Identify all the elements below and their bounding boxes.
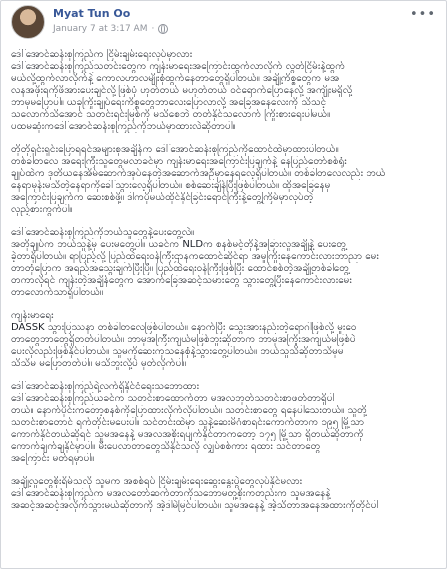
post-text-line: အချို့လူတွေစိုးရိမ်သလို သူမက အစစ်ရပ် ငြိမ်းချမ်းရေးဆွေးနွေးပွဲတွေလုပ်နိုင်မလား xyxy=(11,476,303,487)
post-text-line: DASSK သွားပြဿနာ တစ်ခါတလေဖြစ်ပါတယ်။ နောက်ပြီး သွေးအားနည်းတဲ့ရောဂါဖြစ်လို့ မူးဝေ xyxy=(11,322,357,333)
post-text-line: တစ်ခါတလေ အရေးကြီးသူတွေမလာခင်မှာ ကျန်းမာရေးအကြောင်းပြချက်နဲ့ နေပြည်တော်စစ်ရုံး xyxy=(11,156,347,167)
post-body xyxy=(11,49,433,563)
post-text-line: မယ်လို့ထွက်လာလိုက်နဲ့ ကောလဟာလမျိုးစုံထွက်နေတာတွေရှိပါတယ်။ အချို့ကိစ္စတွေက မအ xyxy=(11,73,340,84)
post-text-line: ဘာမှမပြောပါ။ ယခုကြိုးချုပ်ရေးကိစ္စတွေဘာလေးပြောလာလို့ အခြေအနေလေးကို သိသင့် xyxy=(11,97,327,108)
post-text-line: သတင်းစာတောင် ရက်တိုင်းမပေးပါ။ သင်တင်းထဲမှာ သူနဲ့ဆေးမိဂံစာရင်းကောက်တာက ၁၉၅ မြို့သာ xyxy=(11,417,365,428)
more-dots-icon[interactable]: ••• xyxy=(409,7,436,22)
post-text-line: ဒေါ်အောင်ဆန်းစုကြည်က ငြိမ်းချမ်းရေးလုပ်မှာလား xyxy=(11,49,193,60)
post-paragraph xyxy=(11,227,433,299)
post-text-line: ဒေါ်အောင်ဆန်းစုကြည်သတင်းတွေက ကျန်းမာရေးအကြောင်းထွက်လာလိုက် လွတ်ငြိမ်းနဲ့ထွက် xyxy=(11,61,345,72)
post-text-line: လနအဖိုးရကိုဖိအားပေးချင်လို့ဖြစ်ပုံ ဟုတ်တယ် မဟုတ်တယ် ဝင်ရောက်ပြောနေလို့ အကျိုးမရှိလို့ xyxy=(11,85,353,96)
post-text-line: တိုတိုရှင်းရှင်းပြောရရင်အများစုအချိန်က ဒေါ်အောင်ဆန်းစုကြည်ကိုထောင်ထဲမှာထားပါတယ်။ xyxy=(11,144,339,155)
post-paragraph xyxy=(11,144,433,216)
post-text-line: ဒေါ်အောင်ဆန်းစုကြည်က မအလတော်ဆက်တာကိုသဘောမတူ့စိုးကတည်းက သူမအနေနဲ့ xyxy=(11,488,331,499)
author-name[interactable]: Myat Tun Oo xyxy=(53,7,131,20)
post-text-line: ဒေါ်အောင်ဆန်းစုကြည်ကိုဘယ်သူတွေနဲ့ပေးတွေ့လဲ။ xyxy=(11,227,195,238)
post-text-line: လှည့်စားကွက်ပါ။ xyxy=(11,204,73,215)
post-text-line: နေရာမှန်းမသိတဲ့နေရာကိုခေါ်သွားလေ့ရှိပါတယ်။ စစ်ဆေးချိန်ပြီးဖြစ်ပါတယ်။ ထိုအခြေနေမှ xyxy=(11,180,331,191)
post-text-line: တကာလိုရင် ကျန်းတဲ့အချိန်တွေက အောက်ခြေအဆင့်သမားတွေ သွားတွေ့ပြီးနေကောင်းလားမေး xyxy=(11,275,352,286)
post-text-line: အတိုချုပ်က ဘယ်သူနဲ့မှ ပေးမတွေ့ပါ။ ယခင်က NLDက စနစ်မင့်တိုနဲ့အခြားလူအချို့နဲ့ ပေးတွေ့ xyxy=(11,239,347,250)
post-text-line: တာလောက်သာရှိပါတယ်။ xyxy=(11,287,103,298)
globe-icon xyxy=(158,24,168,34)
post-text-line: ကောက်နိုင်တယ်ဆိုရင် သူမအနေနဲ့ မအလအစိုးရပျက်နိုင်တာကတော့ ၁၇၅ မြို့သာ ရှိတယ်ဆိုတာကို xyxy=(11,429,364,440)
post-text-line: ပထမဆုံးကဒေါ်အောင်ဆန်းစုကြည်ကိုဘယ်မှာထားလဲဆိုတာပါ။ xyxy=(11,121,236,132)
post-meta xyxy=(53,24,168,34)
post-text-line: ခဲ့တာရှိပါတယ်။ ရာပြည့်လို့ ပြည်ထဲရေးဝန်ကြီးဌာနကထောင်ဆိုင်ရာ အမှုကြိုးနေကောင်းလားဘာညာ မေး xyxy=(11,251,379,262)
post-paragraph xyxy=(11,381,433,465)
post-text-line: တာတွေဘာတွေရှိတတ်ပါတယ်။ ဘာမှအကြီးကျယ်မဖြစ်ဘူးဆိုတာက ဘာမှအကြိုးအကျယ်မဖြစ်ပဲ xyxy=(11,334,356,345)
post-text-line: ဒေါ်အောင်ဆန်းစုကြည်ယခင်က သတင်းစာထောက်တာ မအလဘုတ်သတင်းစာဖတ်တာရှိပါ xyxy=(11,393,335,404)
post-timestamp[interactable]: January 7 at 3:17 AM xyxy=(53,24,148,34)
post-text-line: ပေးလိုလည်းဖြစ်နိုင်ပါတယ်။ သူမကိုဆေးကုသနေစုံနဲ့သွားတွေ့ပါတယ်။ ဘယ်သူသိဆိုတာသိမှမ xyxy=(11,346,344,357)
post-text-line: အကြောင်းပြချက်က ဆေးစစ်ဖို့။ ဒါကပိုမယ်ထိုင်နိုင်ခြင်းရောင်ကြီးနဲ့တွေ့ကြိမ်မှာလုပ်တဲ့ xyxy=(11,192,314,203)
post-text-line: ဒေါ်အောင်ဆန်းစုကြည်ရဲ့လက်ရှိနိုင်ငံရေးသဘောထား xyxy=(11,381,200,392)
post-text-line: အဆင့်အဆင့်အလိုက်သွားမယ်ဆိုတာကို အဲ့ဒါမဲမြင်ပါတယ်။ သူမအနေနဲ့ အဲ့သိတာအနေအထားကိုတိုင်ပါ xyxy=(11,500,379,511)
post-text-line: တာတုံပြောက အရည်အသွေးချက်ပြီးပြီ။ ပြည်ထဲရေးဝန်ကြီးဖြစ်ပြီး ထောင်စစ်တဲ့အချို့တစ်ခါတွေ့ xyxy=(11,263,349,274)
post-text-line: အကြောင်း မတ်ရမှာပါ။ xyxy=(11,453,95,464)
post-paragraph xyxy=(11,310,433,370)
post-text-line: သလောက်သိအောင် သတင်းရင်းမြစ်ကို မသိစေဘဲ တတ်နိုင်သလောက် ကြိုးစားရေးပါမယ်။ xyxy=(11,109,331,120)
post-text-line: ကောက်ချက်ချနိုင်မှာပါ။ မီးပေလာတာတွေသိနိုင်သလို လျှပ်စစ်ကား ရထား သင်တာတွေ xyxy=(11,441,321,452)
post-text-line: ကျန်းမာရေး xyxy=(11,310,54,321)
post-paragraph xyxy=(11,476,433,512)
avatar[interactable] xyxy=(11,5,45,39)
post-text-line: သိသိမ မပြောတတ်ပါ။ မသိဘူးလို့ပဲ မုတ်လိုက်ပါ။ xyxy=(11,358,187,369)
post-text-line: တယ်။ နောက်ပိုင်းကတော့စနစ်ကိုပြောထားလိုက်လိုပါတယ်။ သတင်းစာတွေ ရနေပါသေးတယ်။ သူတို့ xyxy=(11,405,367,416)
post-paragraph xyxy=(11,49,433,133)
post-text-line: ချုပ်ထဲက ဒုတိယနေအိမ်ဆောက်အုပ်နေတဲ့အဆောက်အဦမှာနေရလေ့ရှိပါတယ်။ တစ်ခါတလေလည်း ဘယ် xyxy=(11,168,386,179)
meta-separator: · xyxy=(151,24,155,34)
